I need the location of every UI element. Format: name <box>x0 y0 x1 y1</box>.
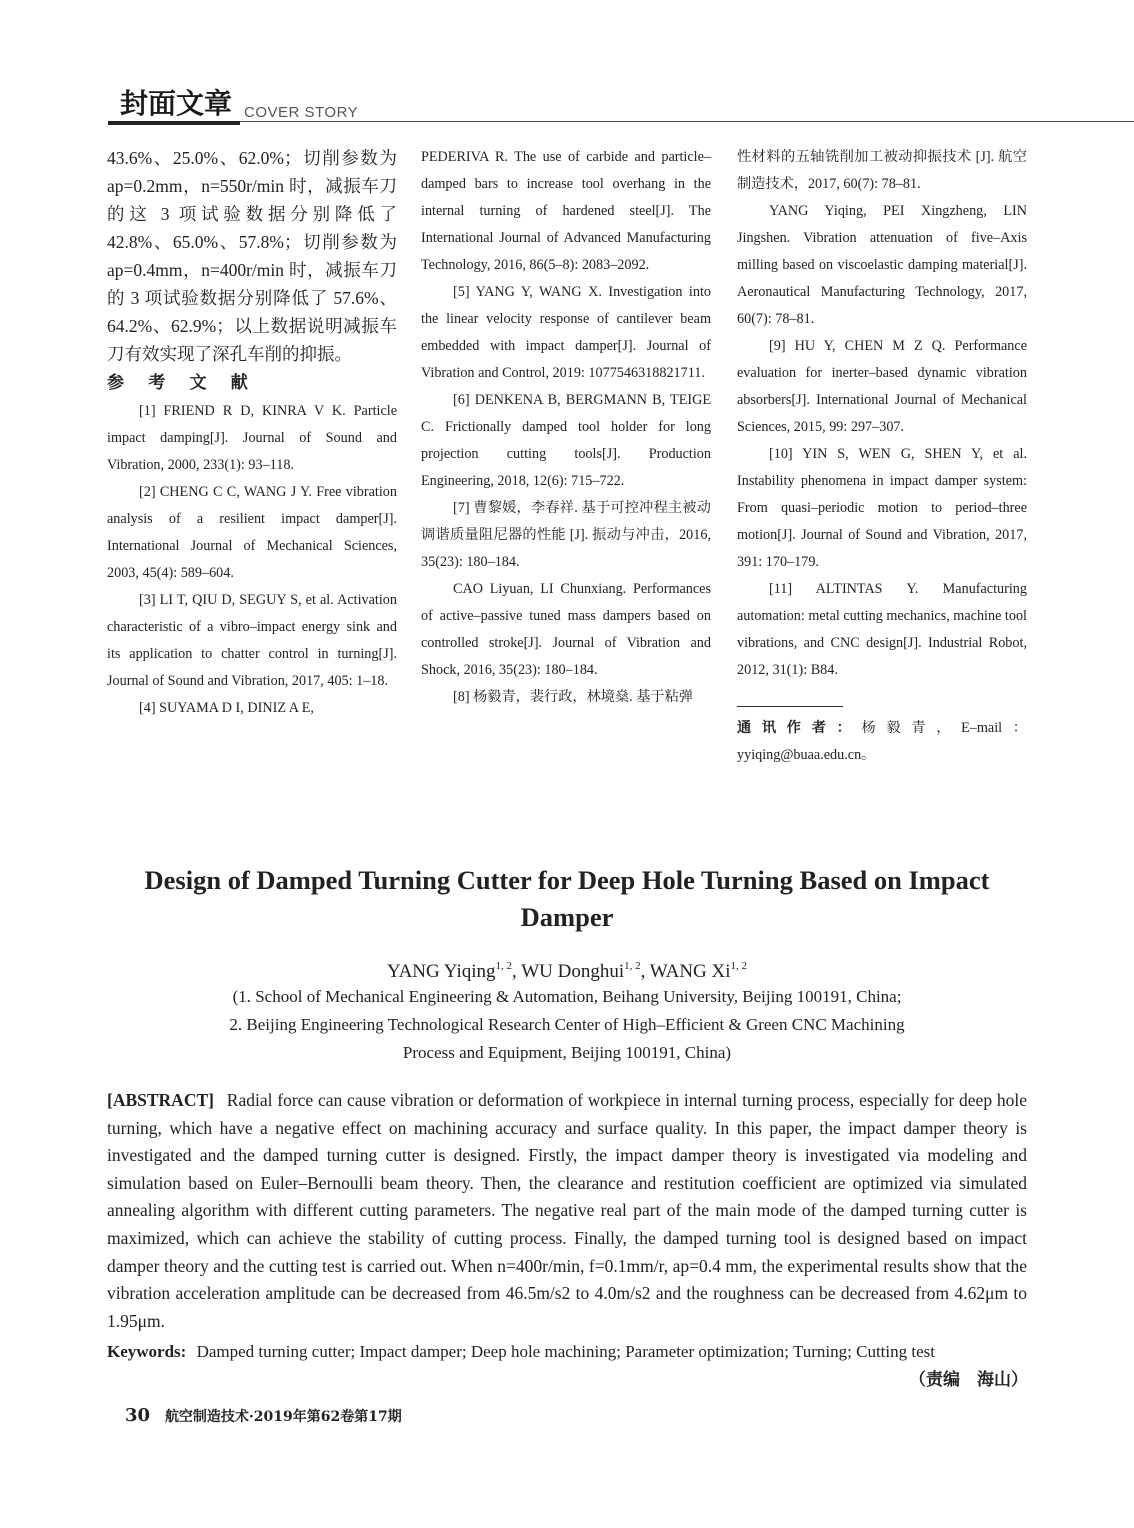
author-name: WU Donghui <box>521 961 625 982</box>
header-accent-bar <box>108 121 240 125</box>
abstract-text: Radial force can cause vibration or deformation of workpiece in internal turning process, especially for deep hole turning, which have a negative effect on machining accuracy and surface quality. In this paper, the impact damper theory is investigated and the damped turning cutter is designed. Firstly, the impact damper theory is investigated via modeling and simulation based on Euler–Bernoulli beam theory. Then, the clearance and restitution coefficient are optimized via simulated annealing algorithm with different cutting parameters. The negative real part of the main mode of the damped turning cutter is maximized, which can achieve the stability of cutting process. Finally, the damped turning tool is designed based on impact damper theory and the cutting test is carried out. When n=400r/min, f=0.1mm/r, ap=0.4 mm, the experimental results show that the vibration acceleration amplitude can be decreased from 46.5m/s2 to 4.0m/s2 and the roughness can be decreased from 4.62μm to 1.95μm. <box>107 1090 1028 1331</box>
header-rule <box>240 121 1134 122</box>
editor-credit: （责编 海山） <box>909 1370 1028 1390</box>
reference-item: CAO Liyuan, LI Chunxiang. Performances of active–passive tuned mass dampers based on controlled stroke[J]. Journal of Vibration and Shock, 2016, 35(23): 180–184. <box>421 581 711 678</box>
reference-item: [5] YANG Y, WANG X. Investigation into the linear velocity response of cantilever beam embedded with impact damper[J]. Journal of Vibration and Control, 2019: 1077546318821711. <box>421 284 711 381</box>
page-footer <box>125 1405 402 1426</box>
reference-item: [4] SUYAMA D I, DINIZ A E, <box>139 700 314 716</box>
english-abstract <box>107 1087 1027 1335</box>
corresponding-author-label: 通讯作者： <box>737 720 862 736</box>
reference-item: [9] HU Y, CHEN M Z Q. Performance evaluation for inerter–based dynamic vibration absorbers[J]. International Journal of Mechanical Sciences, 2015, 99: 297–307. <box>737 338 1027 435</box>
corresponding-author-text: 杨毅青，E–mail：yyiqing@buaa.edu.cn。 <box>737 720 1027 763</box>
reference-item: 性材料的五轴铣削加工被动抑振技术 [J]. 航空制造技术，2017, 60(7): 78–81. <box>737 149 1027 192</box>
journal-issue: 航空制造技术·2019年第62卷第17期 <box>164 1409 402 1425</box>
author-affiliation-mark: 1, 2 <box>730 960 748 972</box>
english-keywords <box>107 1338 1027 1366</box>
references-heading: 参 考 文 献 <box>107 373 258 392</box>
author-affiliation-mark: 1, 2 <box>495 960 513 972</box>
section-subtitle: COVER STORY <box>244 104 359 121</box>
reference-item: [3] LI T, QIU D, SEGUY S, et al. Activation characteristic of a vibro–impact energy sink and its application to chatter control in turning[J]. Journal of Sound and Vibration, 2017, 405: 1–18. <box>107 592 397 689</box>
reference-item: [2] CHENG C C, WANG J Y. Free vibration analysis of a resilient impact damper[J]. International Journal of Mechanical Sciences, 2003, 45(4): 589–604. <box>107 484 397 581</box>
reference-item: [7] 曹黎媛，李春祥. 基于可控冲程主被动调谐质量阻尼器的性能 [J]. 振动与冲击，2016, 35(23): 180–184. <box>421 500 711 570</box>
reference-item: [10] YIN S, WEN G, SHEN Y, et al. Instability phenomena in impact damper system: From quasi–periodic motion to period–three motion[J]. Journal of Sound and Vibration, 2017, 391: 170–179. <box>737 446 1027 570</box>
keywords-label: Keywords: <box>107 1342 187 1361</box>
reference-item: [11] ALTINTAS Y. Manufacturing automation: metal cutting mechanics, machine tool vibrations, and CNC design[J]. Industrial Robot, 2012, 31(1): B84. <box>737 581 1027 678</box>
corresponding-author <box>737 715 1027 769</box>
reference-item: [6] DENKENA B, BERGMANN B, TEIGE C. Frictionally damped tool holder for long projection cutting tools[J]. Production Engineering, 2018, 12(6): 715–722. <box>421 392 711 489</box>
reference-item: YANG Yiqing, PEI Xingzheng, LIN Jingshen. Vibration attenuation of five–Axis milling based on viscoelastic damping material[J]. Aeronautical Manufacturing Technology, 2017, 60(7): 78–81. <box>737 203 1027 327</box>
english-authors: YANG Yiqing$^{1, 2}$, WU Donghui$^{1, 2}$, WANG Xi$^{1, 2}$ <box>386 960 748 982</box>
section-title: 封面文章 <box>120 87 233 120</box>
reference-item: [1] FRIEND R D, KINRA V K. Particle impact damping[J]. Journal of Sound and Vibration, 2000, 233(1): 93–118. <box>107 403 397 473</box>
author-name: YANG Yiqing <box>386 961 496 982</box>
affiliation-line: 2. Beijing Engineering Technological Research Center of High–Efficient & Green CNC Machining <box>229 1015 905 1034</box>
keywords-text: Damped turning cutter; Impact damper; Deep hole machining; Parameter optimization; Turning; Cutting test <box>196 1342 935 1361</box>
abstract-label: [ABSTRACT] <box>107 1090 214 1110</box>
page-number: 30 <box>125 1405 151 1426</box>
english-affiliations <box>107 983 1027 1067</box>
column-2 <box>421 144 711 711</box>
reference-item: [8] 杨毅青，裴行政，林境燊. 基于粘弹 <box>453 689 693 705</box>
column-3 <box>737 144 1027 769</box>
column-1 <box>107 144 397 722</box>
body-paragraph: 43.6%、25.0%、62.0%；切削参数为 ap=0.2mm，n=550r/min 时，减振车刀的这 3 项试验数据分别降低了 42.8%、65.0%、57.8%；切削参数为 ap=0.4mm，n=400r/min 时，减振车刀的 3 项试验数据分别降低了 57.6%、64.2%、62.9%；以上数据说明减振车刀有效实现了深孔车削的抑振。 <box>107 148 397 364</box>
footnote-rule <box>737 706 843 707</box>
reference-item: PEDERIVA R. The use of carbide and particle–damped bars to increase tool overhang in the internal turning of hardened steel[J]. The International Journal of Advanced Manufacturing Technology, 2016, 86(5–8): 2083–2092. <box>421 149 711 273</box>
affiliation-line: Process and Equipment, Beijing 100191, China) <box>402 1043 732 1062</box>
author-name: WANG Xi <box>649 961 731 982</box>
affiliation-line: (1. School of Mechanical Engineering & Automation, Beihang University, Beijing 100191, China; <box>232 987 902 1006</box>
english-title: Design of Damped Turning Cutter for Deep Hole Turning Based on Impact Damper <box>144 865 990 932</box>
author-affiliation-mark: 1, 2 <box>624 960 641 972</box>
